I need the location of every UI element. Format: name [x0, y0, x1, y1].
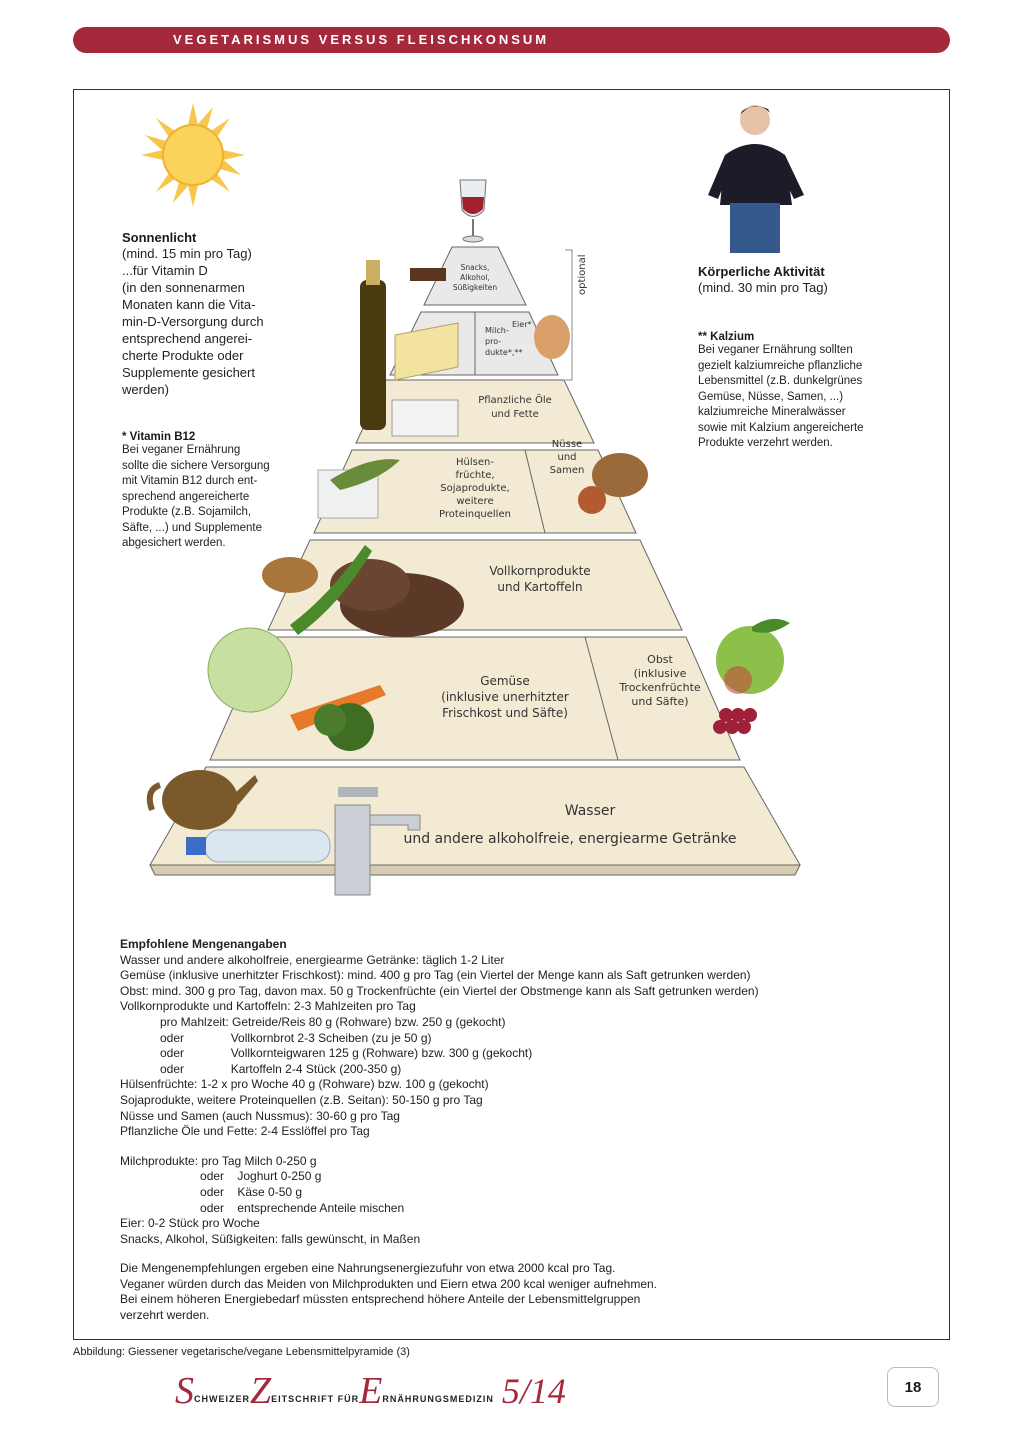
logo-letter-z: Z — [250, 1370, 272, 1412]
recommendation-line: oder entsprechende Anteile mischen — [120, 1200, 405, 1215]
activity-line: (mind. 30 min pro Tag) — [698, 280, 828, 295]
recommendation-line: Bei einem höheren Energiebedarf müssten entsprechend höhere Anteile der Lebensmittelgruppen — [120, 1292, 641, 1307]
sunlight-line: cherte Produkte oder — [122, 348, 244, 363]
sunlight-line: entsprechend angerei- — [122, 331, 253, 346]
vegetables-label: Frischkost und Säfte) — [442, 706, 568, 720]
vitamin-b12-line: Bei veganer Ernährung — [122, 444, 241, 456]
apple-icon — [716, 619, 790, 694]
recommendation-line: Vollkornprodukte und Kartoffeln: 2-3 Mahlzeiten pro Tag — [120, 999, 416, 1014]
legumes-label: Proteinquellen — [439, 509, 511, 520]
logo-letter-e: E — [359, 1370, 383, 1412]
fruit-label: Trockenfrüchte — [619, 681, 701, 694]
milk-label: pro- — [485, 337, 502, 346]
recommendation-line: oder Kartoffeln 2-4 Stück (200-350 g) — [120, 1061, 402, 1076]
vitamin-b12-line: Säfte, ...) und Supplemente — [122, 521, 263, 534]
egg-icon — [534, 315, 570, 359]
page-number: 18 — [887, 1367, 939, 1407]
chocolate-icon — [410, 268, 446, 281]
calcium-line: Lebensmittel (z.B. dunkelgrünes — [698, 375, 863, 387]
recommendation-line: Hülsenfrüchte: 1-2 x pro Woche 40 g (Rohware) bzw. 100 g (gekocht) — [120, 1077, 489, 1092]
oils-label: und Fette — [491, 409, 539, 420]
vitamin-b12-title: * Vitamin B12 — [122, 431, 196, 443]
legumes-label: früchte, — [455, 470, 495, 481]
legumes-label: weitere — [456, 496, 494, 507]
margarine-icon — [392, 400, 458, 436]
calcium-title: ** Kalzium — [698, 331, 755, 343]
calcium-line: Bei veganer Ernährung sollten — [698, 344, 853, 356]
water-label: und andere alkoholfreie, energiearme Getränke — [403, 831, 737, 847]
sunlight-line: (mind. 15 min pro Tag) — [122, 246, 252, 261]
recommendation-line: Gemüse (inklusive unerhitzter Frischkost): mind. 400 g pro Tag (ein Viertel der Menge kann als Saft getrunken werden) — [120, 968, 751, 983]
logo-word: CHWEIZER — [194, 1394, 250, 1404]
vitamin-b12-line: mit Vitamin B12 durch ent- — [122, 475, 258, 487]
wine-glass-icon — [460, 180, 486, 242]
recommendation-line: verzehrt werden. — [120, 1308, 210, 1323]
recommendation-line: Wasser und andere alkoholfreie, energiearme Getränke: täglich 1-2 Liter — [120, 952, 505, 967]
recommendation-line: Die Mengenempfehlungen ergeben eine Nahrungsenergiezufuhr von etwa 2000 kcal pro Tag. — [120, 1261, 616, 1276]
recommendation-line: Sojaprodukte, weitere Proteinquellen (z.B. Seitan): 50-150 g pro Tag — [120, 1092, 483, 1107]
vitamin-b12-line: sollte die sichere Versorgung — [122, 459, 270, 472]
nuts-label: und — [557, 452, 577, 463]
issue-number: 5/14 — [501, 1371, 566, 1411]
calcium-line: gezielt kalziumreiche pflanzliche — [698, 359, 863, 372]
logo-word: RNÄHRUNGSMEDIZIN — [382, 1394, 494, 1404]
sunlight-line: min-D-Versorgung durch — [122, 314, 264, 329]
recommendation-line: Pflanzliche Öle und Fette: 2-4 Esslöffel pro Tag — [120, 1124, 370, 1139]
snacks-label: Alkohol, — [460, 273, 490, 282]
recommendation-line: oder Vollkornbrot 2-3 Scheiben (zu je 50 g) — [120, 1030, 432, 1045]
recommended-amounts-title: Empfohlene Mengenangaben — [120, 937, 287, 951]
sunlight-line: ...für Vitamin D — [122, 263, 208, 278]
recommendation-line: pro Mahlzeit: Getreide/Reis 80 g (Rohware) bzw. 250 g (gekocht) — [120, 1014, 506, 1029]
sunlight-line: werden) — [122, 382, 169, 397]
figure-caption: Abbildung: Giessener vegetarische/vegane Lebensmittelpyramide (3) — [73, 1346, 410, 1358]
logo-letter-s: S — [175, 1370, 194, 1412]
snacks-label: Snacks, — [460, 263, 490, 272]
snacks-label: Süßigkeiten — [452, 283, 498, 292]
calcium-line: kalziumreiche Mineralwässer — [698, 406, 846, 418]
grain-label: Vollkornprodukte — [489, 564, 591, 578]
legumes-label: Hülsen- — [456, 457, 494, 468]
recommendation-line: Obst: mind. 300 g pro Tag, davon max. 50 g Trockenfrüchte (ein Viertel der Obstmenge kann als Saft getrunken werden) — [120, 983, 759, 998]
grain-label: und Kartoffeln — [497, 580, 583, 594]
vegetables-label: Gemüse — [480, 674, 530, 688]
nuts-label: Samen — [549, 465, 585, 476]
vitamin-b12-line: sprechend angereicherte — [122, 490, 250, 503]
journal-logo — [175, 1368, 566, 1412]
calcium-line: Produkte verzehrt werden. — [698, 437, 833, 449]
recommendation-line: oder Käse 0-50 g — [120, 1184, 303, 1199]
water-label: Wasser — [564, 803, 616, 819]
optional-label: optional — [577, 254, 588, 295]
calcium-line: sowie mit Kalzium angereicherte — [698, 421, 864, 434]
grapes-icon — [713, 708, 757, 734]
oils-label: Pflanzliche Öle — [478, 395, 552, 406]
vitamin-b12-line: abgesichert werden. — [122, 537, 226, 549]
recommendation-line: Eier: 0-2 Stück pro Woche — [120, 1216, 260, 1231]
oil-bottle-icon — [360, 260, 386, 430]
header-title: VEGETARISMUS VERSUS FLEISCHKONSUM — [173, 32, 550, 47]
recommendation-line: Snacks, Alkohol, Süßigkeiten: falls gewünscht, in Maßen — [120, 1231, 421, 1246]
nuts-label: Nüsse — [551, 439, 583, 450]
eggs-label: Eier* — [512, 320, 532, 329]
logo-word: EITSCHRIFT FÜR — [271, 1394, 360, 1404]
fruit-label: Obst — [647, 653, 673, 666]
recommendation-line: Milchprodukte: pro Tag Milch 0-250 g — [120, 1153, 317, 1168]
fruit-label: und Säfte) — [631, 695, 689, 708]
activity-title: Körperliche Aktivität — [698, 264, 825, 279]
sunlight-line: Supplemente gesichert — [122, 365, 255, 380]
milk-label: dukte*,** — [485, 348, 523, 357]
recommendation-line: Veganer würden durch das Meiden von Milchprodukten und Eiern etwa 200 kcal weniger aufnehmen. — [120, 1276, 657, 1291]
sunlight-line: Monaten kann die Vita- — [122, 297, 256, 312]
header-bar — [73, 27, 950, 53]
recommendation-line: oder Joghurt 0-250 g — [120, 1169, 322, 1184]
spacer — [120, 1247, 900, 1261]
vegetables-label: (inklusive unerhitzter — [441, 690, 569, 704]
fruit-label: (inklusive — [633, 667, 687, 680]
milk-label: Milch- — [485, 326, 509, 335]
vitamin-b12-line: Produkte (z.B. Sojamilch, — [122, 506, 252, 518]
spacer — [120, 1140, 900, 1154]
food-pyramid — [140, 175, 820, 925]
sunlight-title: Sonnenlicht — [122, 230, 197, 245]
cabbage-icon — [208, 628, 292, 712]
calcium-line: Gemüse, Nüsse, Samen, ...) — [698, 390, 844, 403]
potato-icon — [262, 557, 318, 593]
legumes-label: Sojaprodukte, — [440, 483, 510, 494]
sunlight-line: (in den sonnenarmen — [122, 280, 245, 295]
recommendation-line: Nüsse und Samen (auch Nussmus): 30-60 g pro Tag — [120, 1108, 400, 1123]
recommended-amounts — [120, 937, 900, 1324]
recommendation-line: oder Vollkornteigwaren 125 g (Rohware) bzw. 300 g (gekocht) — [120, 1046, 533, 1061]
